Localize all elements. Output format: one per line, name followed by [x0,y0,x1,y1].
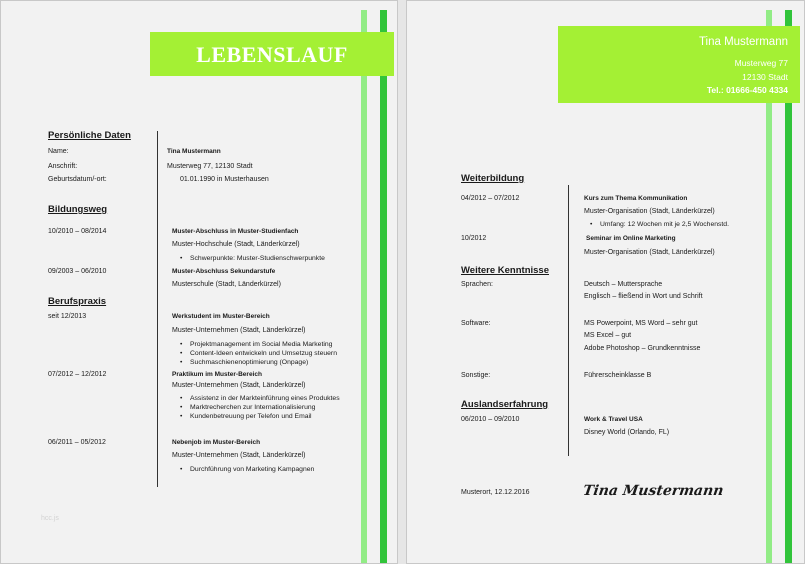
name-label: Name: [48,148,69,155]
entry-org: Muster-Organisation (Stadt, Länderkürzel) [584,208,715,215]
cv-page-2 [406,0,805,564]
footer-watermark: hcc.js [41,515,59,522]
software-label: Software: [461,320,491,327]
entry-bullet: • Marktrecherchen zur Internationalisierung [190,404,315,411]
entry-title: Muster-Abschluss in Muster-Studienfach [172,228,299,235]
header-name: Tina Mustermann [698,36,788,48]
entry-title: Muster-Abschluss Sekundarstufe [172,268,276,275]
name-value: Tina Mustermann [167,148,221,155]
cv-page-1 [0,0,398,564]
other-value: Führerscheinklasse B [584,372,652,379]
header-phone: Tel.: 01666-450 4334 [706,85,788,95]
header-city: 12130 Stadt [742,72,788,82]
entry-bullet: • Assistenz in der Markteinführung eines Produktes [190,395,340,402]
language-item: Englisch – fließend in Wort und Schrift [584,293,703,300]
section-title-education: Bildungsweg [48,204,108,215]
entry-org: Muster-Hochschule (Stadt, Länderkürzel) [172,241,300,248]
entry-bullet: • Kundenbetreuung per Telefon und Email [190,413,312,420]
section-title-training: Weiterbildung [461,173,525,184]
entry-title: Kurs zum Thema Kommunikation [584,195,688,202]
entry-bullet: • Content-Ideen entwickeln und Umsetzug steuern [190,350,337,357]
entry-date: 06/2010 – 09/2010 [461,416,520,423]
page-title: LEBENSLAUF [196,42,348,67]
entry-title: Praktikum im Muster-Bereich [172,371,262,378]
signature: Tina Mustermann [581,483,725,499]
entry-date: seit 12/2013 [48,313,87,320]
address-value: Musterweg 77, 12130 Stadt [167,163,253,170]
section-title-personal: Persönliche Daten [48,130,131,141]
contact-banner [558,26,800,103]
entry-org: Muster-Unternehmen (Stadt, Länderkürzel) [172,382,306,389]
title-banner [150,32,394,76]
header-street: Musterweg 77 [734,58,788,68]
timeline-divider [568,185,569,456]
entry-date: 04/2012 – 07/2012 [461,195,520,202]
section-title-practice: Berufspraxis [48,296,107,307]
language-item: Deutsch – Muttersprache [584,281,663,288]
entry-title: Work & Travel USA [584,416,643,423]
entry-org: Muster-Organisation (Stadt, Länderkürzel) [584,249,715,256]
decor-stripe-dark [380,10,387,563]
address-label: Anschrift: [48,163,78,170]
entry-date: 10/2010 – 08/2014 [48,228,107,235]
entry-date: 09/2003 – 06/2010 [48,268,107,275]
software-item: MS Powerpoint, MS Word – sehr gut [584,320,698,327]
entry-date: 10/2012 [461,235,487,242]
entry-bullet: • Schwerpunkte: Muster-Studienschwerpunkte [190,255,325,262]
entry-bullet: • Umfang: 12 Wochen mit je 2,5 Wochenstd. [600,221,729,228]
entry-title: Nebenjob im Muster-Bereich [172,439,261,446]
entry-bullet: • Projektmanagement im Social Media Marketing [190,341,332,348]
software-item: Adobe Photoshop – Grundkenntnisse [584,345,701,352]
birth-value: 01.01.1990 in Musterhausen [180,176,269,183]
decor-stripe-light [361,10,367,563]
entry-bullet: • Durchführung von Marketing Kampagnen [190,466,314,473]
section-title-abroad: Auslandserfahrung [461,399,549,410]
languages-label: Sprachen: [461,281,493,288]
other-label: Sonstige: [461,372,491,379]
software-item: MS Excel – gut [584,332,632,339]
entry-org: Muster-Unternehmen (Stadt, Länderkürzel) [172,327,306,334]
entry-title: Werkstudent im Muster-Bereich [172,313,270,320]
place-date: Musterort, 12.12.2016 [461,489,530,496]
timeline-divider [157,131,158,487]
entry-org: Muster-Unternehmen (Stadt, Länderkürzel) [172,452,306,459]
entry-place: Disney World (Orlando, FL) [584,429,670,436]
entry-date: 06/2011 – 05/2012 [48,439,106,446]
entry-org: Musterschule (Stadt, Länderkürzel) [172,281,281,288]
entry-title: Seminar im Online Marketing [586,235,676,242]
entry-bullet: • Suchmaschienenoptimierung (Onpage) [190,359,308,366]
section-title-skills: Weitere Kenntnisse [461,265,549,276]
entry-date: 07/2012 – 12/2012 [48,371,107,378]
birth-label: Geburtsdatum/-ort: [48,176,107,183]
